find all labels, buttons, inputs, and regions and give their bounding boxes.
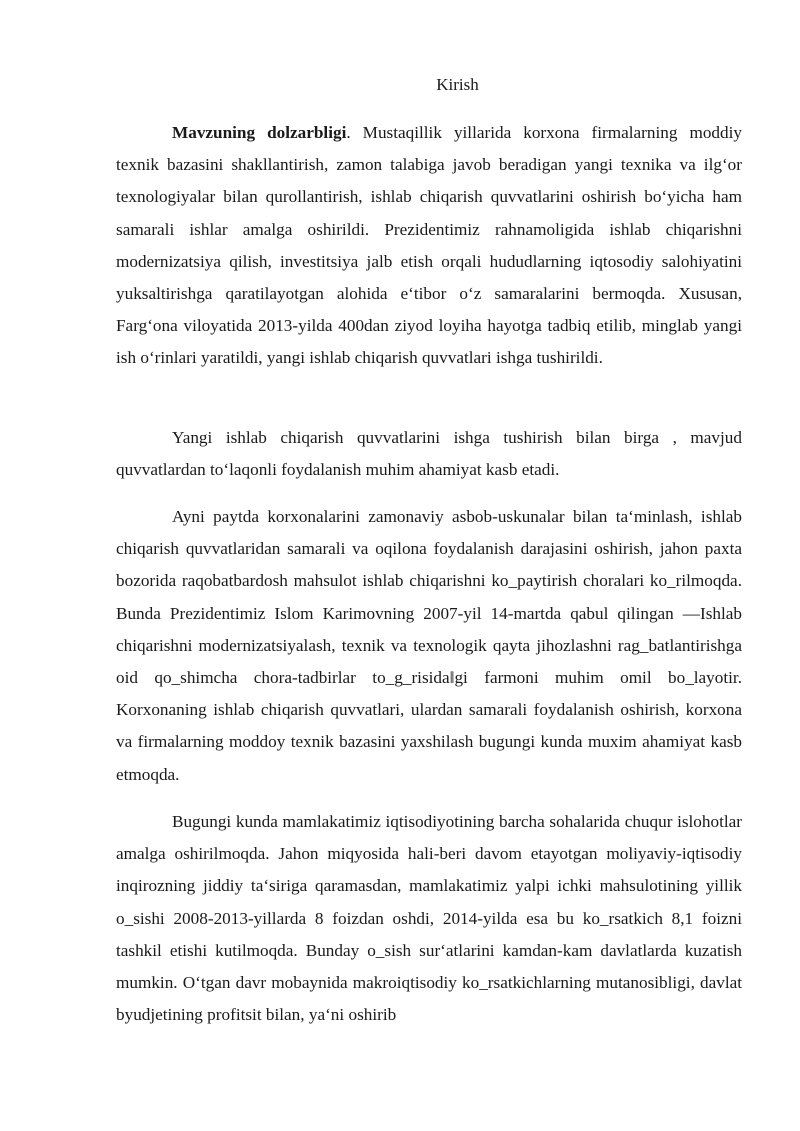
page-title: Kirish <box>436 75 479 94</box>
paragraph-text: Ayni paytda korxonalarini zamonaviy asbob-uskunalar bilan ta‘minlash, ishlab chiqarish quvvatlaridan samarali va oqilona foydalanish darajasini oshirish, jahon paxta bozorida raqobatbardosh mahsulot ishlab chiqarishni ko_paytirish choralari ko_rilmoqda. Bunda Prezidentimiz Islom Karimovning 2007-yil 14-martda qabul qilingan ―Ishlab chiqarishni modernizatsiyalash, texnik va texnologik qayta jihozlashni rag_batlantirishga oid qo_shimcha chora-tadbirlar to_g_risida‖gi farmoni muhim omil bo_layotir. Korxonaning ishlab chiqarish quvvatlari, ulardan samarali foydalanish oshirish, korxona va firmalarning moddoy texnik bazasini yaxshilash bugungi kunda muxim ahamiyat kasb etmoqda. <box>116 507 742 784</box>
paragraph-modernization <box>116 501 742 791</box>
paragraph-capacities <box>116 422 742 486</box>
paragraph-relevance <box>116 117 742 375</box>
paragraph-text: Bugungi kunda mamlakatimiz iqtisodiyotining barcha sohalarida chuqur islohotlar amalga oshirilmoqda. Jahon miqyosida hali-beri davom etayotgan moliyaviy-iqtisodiy inqirozning jiddiy ta‘siriga qaramasdan, mamlakatimiz yalpi ichki mahsulotining yillik o_sishi 2008-2013-yillarda 8 foizdan oshdi, 2014-yilda esa bu ko_rsatkich 8,1 foizni tashkil etishi kutilmoqda. Bunday o_sish sur‘atlarini kamdan-kam davlatlarda kuzatish mumkin. O‘tgan davr mobaynida makroiqtisodiy ko_rsatkichlarning mutanosibligi, davlat byudjetining profitsit bilan, ya‘ni oshirib <box>116 812 742 1025</box>
paragraph-text: Yangi ishlab chiqarish quvvatlarini ishga tushirish bilan birga , mavjud quvvatlardan to‘laqonli foydalanish muhim ahamiyat kasb etadi. <box>116 428 742 480</box>
paragraph-text: . Mustaqillik yillarida korxona firmalarning moddiy texnik bazasini shakllantirish, zamon talabiga javob beradigan yangi texnika va ilg‘or texnologiyalar bilan qurollantirish, ishlab chiqarish quvvatlarini oshirish bo‘yicha ham samarali ishlar amalga oshirildi. Prezidentimiz rahnamoligida ishlab chiqarishni modernizatsiya qilish, investitsiya jalb etish orqali hududlarning iqtosodiy salohiyatini yuksaltirishga qaratilayotgan alohida e‘tibor o‘z samaralarini bermoqda. Xususan, Farg‘ona viloyatida 2013-yilda 400dan ziyod loyiha hayotga tadbiq etilib, minglab yangi ish o‘rinlari yaratildi, yangi ishlab chiqarish quvvatlari ishga tushirildi. <box>116 123 742 368</box>
paragraph-reforms <box>116 806 742 1031</box>
paragraph-lead-heading: Mavzuning dolzarbligi <box>172 123 347 142</box>
